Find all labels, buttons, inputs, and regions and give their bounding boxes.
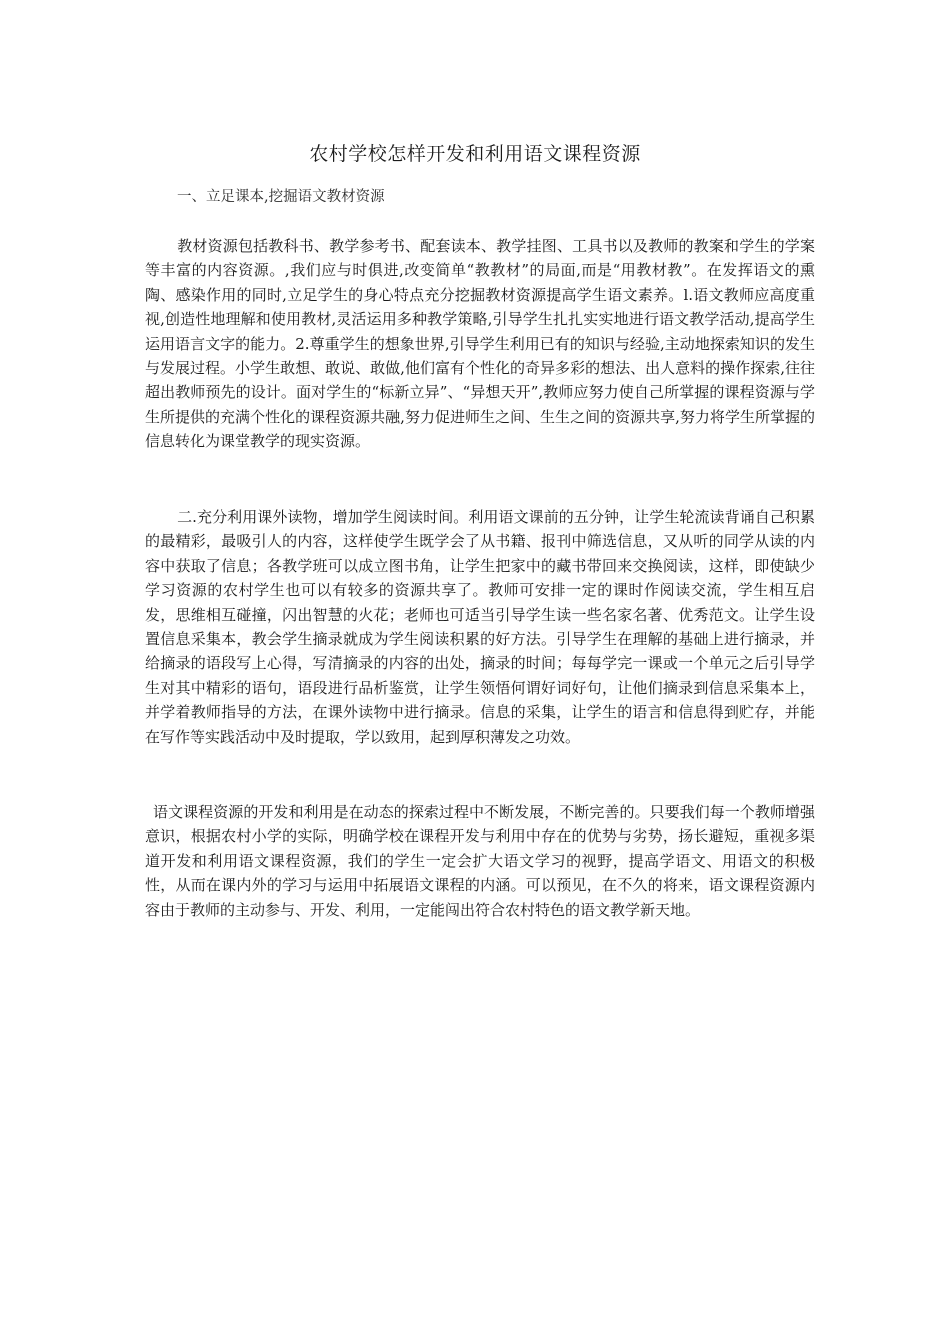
paragraph-2-text: 二.充分利用课外读物，增加学生阅读时间。利用语文课前的五分钟，让学生轮流读背诵自己积累的最精彩，最吸引人的内容，这样使学生既学会了从书籍、报刊中筛选信息，又从听的同学从读的内容中获取了信息；各教学班可以成立图书角，让学生把家中的藏书带回来交换阅读，这样，即使缺少学习资源的农村学生也可以有较多的资源共享了。教师可安排一定的课时作阅读交流，学生相互启发，思维相互碰撞，闪出智慧的火花；老师也可适当引导学生读一些名家名著、优秀范文。让学生设置信息采集本，教会学生摘录就成为学生阅读积累的好方法。引导学生在理解的基础上进行摘录，并给摘录的语段写上心得，写清摘录的内容的出处，摘录的时间；每每学完一课或一个单元之后引导学生对其中精彩的语句，语段进行品析鉴赏，让学生领悟何谓好词好句，让他们摘录到信息采集本上，并学着教师指导的方法，在课外读物中进行摘录。信息的采集，让学生的语言和信息得到贮存，并能在写作等实践活动中及时提取，学以致用，起到厚积薄发之功效。 <box>145 508 815 746</box>
paragraph-1 <box>145 234 815 454</box>
paragraph-1-text: 教材资源包括教科书、教学参考书、配套读本、教学挂图、工具书以及教师的教案和学生的学案等丰富的内容资源。,我们应与时俱进,改变简单“教教材”的局面,而是“用教材教”。在发挥语文的熏陶、感染作用的同时,立足学生的身心特点充分挖掘教材资源提高学生语文素养。l.语文教师应高度重视,创造性地理解和使用教材,灵活运用多种教学策略,引导学生扎扎实实地进行语文教学活动,提高学生运用语言文字的能力。2.尊重学生的想象世界,引导学生利用已有的知识与经验,主动地探索知识的发生与发展过程。小学生敢想、敢说、敢做,他们富有个性化的奇异多彩的想法、出人意料的操作探索,往往超出教师预先的设计。面对学生的“标新立异”、“异想天开”,教师应努力使自己所掌握的课程资源与学生所提供的充满个性化的课程资源共融,努力促进师生之间、生生之间的资源共享,努力将学生所掌握的信息转化为课堂教学的现实资源。 <box>145 237 815 451</box>
document-title: 农村学校怎样开发和利用语文课程资源 <box>309 143 641 165</box>
paragraph-2 <box>145 505 815 749</box>
paragraph-3-text: 语文课程资源的开发和利用是在动态的探索过程中不断发展，不断完善的。只要我们每一个教师增强意识，根据农村小学的实际，明确学校在课程开发与利用中存在的优势与劣势，扬长避短，重视多渠道开发和利用语文课程资源，我们的学生一定会扩大语文学习的视野，提高学语文、用语文的积极性，从而在课内外的学习与运用中拓展语文课程的内涵。可以预见，在不久的将来，语文课程资源内容由于教师的主动参与、开发、利用，一定能闯出符合农村特色的语文教学新天地。 <box>145 803 815 919</box>
paragraph-3 <box>145 800 815 922</box>
section-heading-1: 一、立足课本,挖掘语文教材资源 <box>177 189 385 205</box>
